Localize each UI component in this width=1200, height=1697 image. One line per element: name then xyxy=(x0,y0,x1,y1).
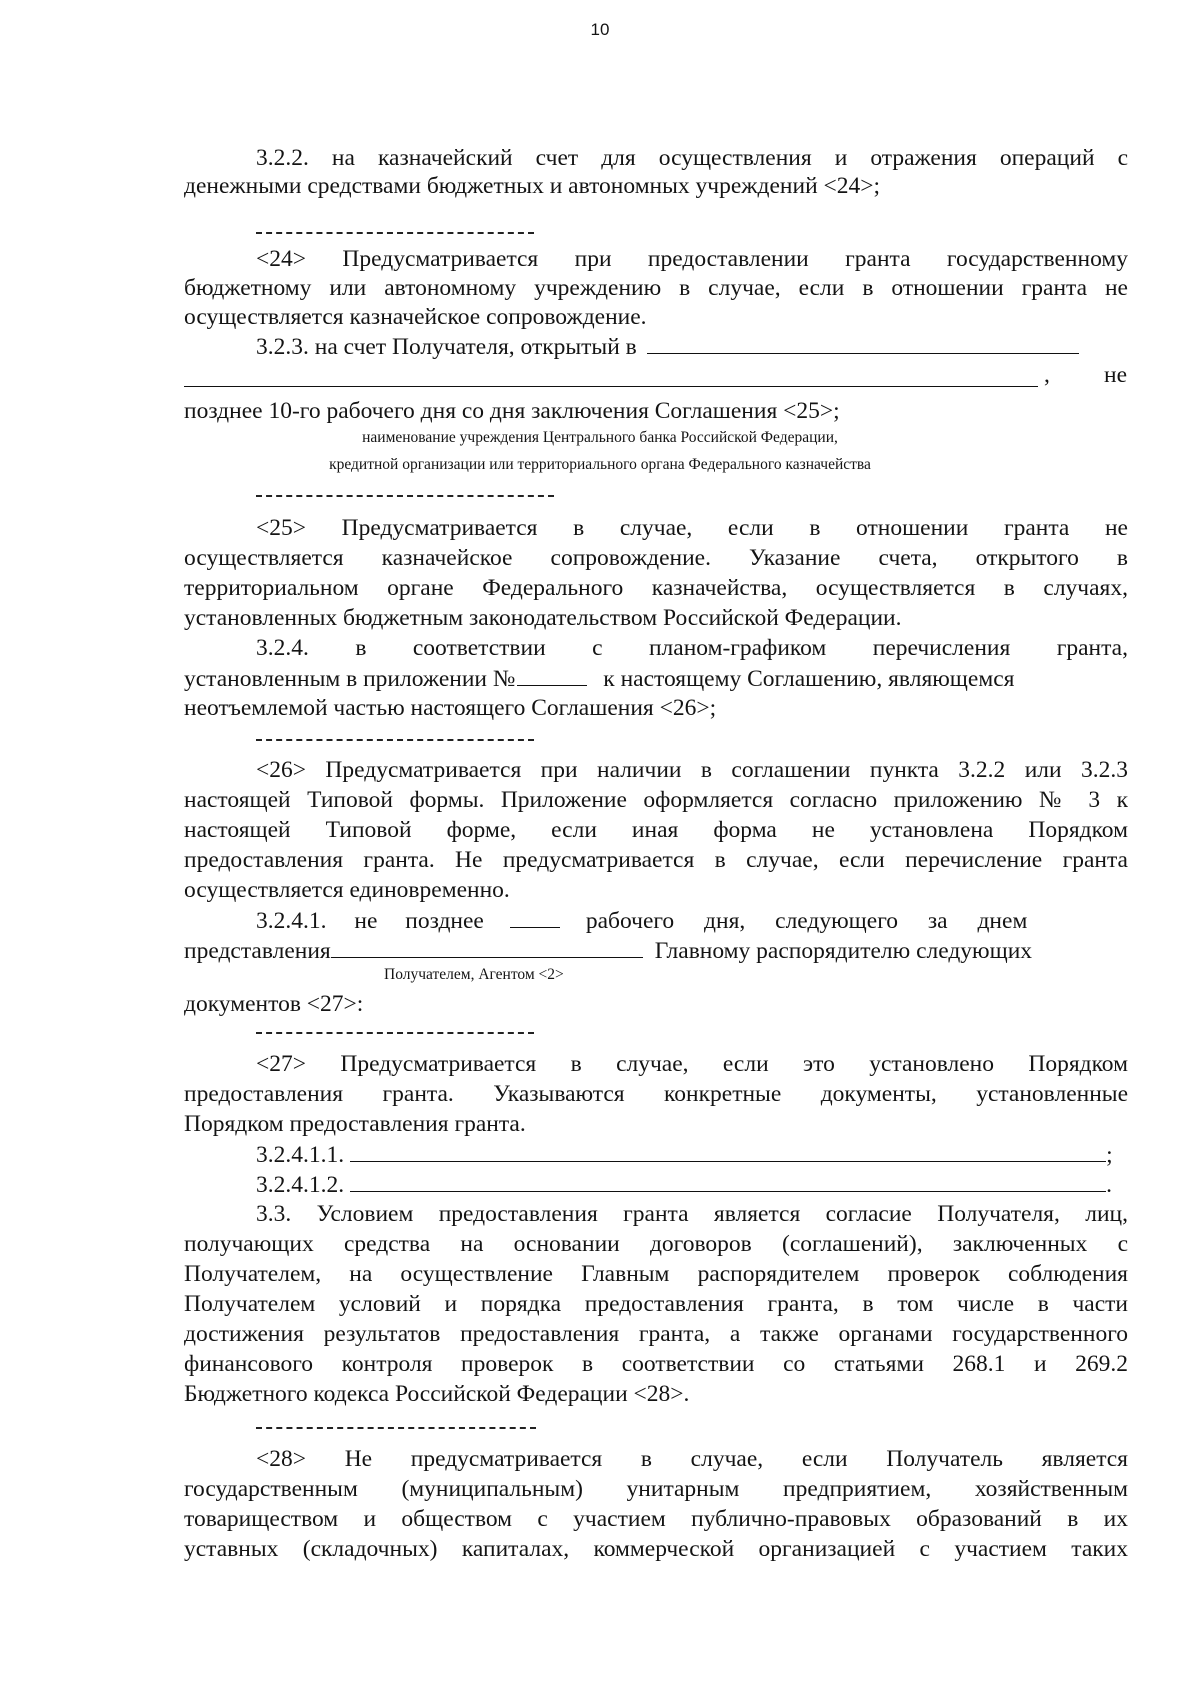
clause-3-2-4-1-line xyxy=(256,905,1128,935)
clause-3-3-line: Получателем, на осуществление Главным распорядителем проверок соблюдения xyxy=(184,1261,1128,1287)
footnote-25-line: установленных бюджетным законодательством Российской Федерации. xyxy=(184,605,902,631)
footnote-separator xyxy=(256,1032,534,1034)
text-line: денежными средствами бюджетных и автономных учреждений <24>; xyxy=(184,173,881,199)
text-fragment: . xyxy=(1106,1172,1112,1198)
fill-in-blank xyxy=(331,935,643,958)
field-caption: Получателем, Агентом <2> xyxy=(384,966,564,983)
footnote-26-line: настоящей Типовой формы. Приложение оформляется согласно приложению № 3 к xyxy=(184,787,1128,813)
fill-in-blank xyxy=(517,663,587,686)
comma: , xyxy=(1044,362,1050,388)
clause-3-2-3-line xyxy=(256,331,1128,361)
fill-in-blank xyxy=(510,905,560,928)
text-fragment: установленным в приложении № xyxy=(184,666,516,692)
clause-3-2-3-text: 3.2.3. на счет Получателя, открытый в xyxy=(256,334,637,360)
fill-in-blank xyxy=(184,386,1038,387)
text-line: неотъемлемой частью настоящего Соглашения <26>; xyxy=(184,695,717,721)
clause-3-3-line: Бюджетного кодекса Российской Федерации <28>. xyxy=(184,1381,690,1407)
text-fragment: к настоящему Соглашению, являющемся xyxy=(603,666,1015,692)
field-caption: кредитной организации или территориального органа Федерального казначейства xyxy=(329,456,871,473)
clause-3-3-line: получающих средства на основании договоров (соглашений), заключенных с xyxy=(184,1231,1128,1257)
clause-3-3-line: финансового контроля проверок в соответствии со статьями 268.1 и 269.2 xyxy=(184,1351,1128,1377)
footnote-26-line: осуществляется единовременно. xyxy=(184,877,510,903)
field-caption: наименование учреждения Центрального банка Российской Федерации, xyxy=(362,429,838,446)
footnote-27-line: предоставления гранта. Указываются конкретные документы, установленные xyxy=(184,1081,1128,1107)
text-line: 3.2.2. на казначейский счет для осуществления и отражения операций с xyxy=(256,145,1128,171)
text-fragment: 3.2.4.1. не позднее xyxy=(256,908,484,934)
footnote-24-line: осуществляется казначейское сопровождение. xyxy=(184,304,647,330)
clause-3-3-line: 3.3. Условием предоставления гранта является согласие Получателя, лиц, xyxy=(256,1201,1128,1227)
fill-in-blank xyxy=(350,1169,1106,1192)
clause-3-2-4-1-2-line xyxy=(256,1169,1128,1199)
clause-3-3-line: Получателем условий и порядка предоставления гранта, в том числе в части xyxy=(184,1291,1128,1317)
footnote-26-line: предоставления гранта. Не предусматривается в случае, если перечисление гранта xyxy=(184,847,1128,873)
footnote-separator xyxy=(256,1427,536,1429)
footnote-26-line: <26> Предусматривается при наличии в соглашении пункта 3.2.2 или 3.2.3 xyxy=(256,757,1128,783)
text-line: позднее 10-го рабочего дня со дня заключения Соглашения <25>; xyxy=(184,398,840,424)
footnote-24-line: <24> Предусматривается при предоставлении гранта государственному xyxy=(256,246,1128,272)
footnote-27-line: <27> Предусматривается в случае, если это установлено Порядком xyxy=(256,1051,1128,1077)
page-number: 10 xyxy=(590,20,610,39)
fill-in-blank xyxy=(647,331,1079,354)
footnote-25-line: осуществляется казначейское сопровождение. Указание счета, открытого в xyxy=(184,545,1128,571)
footnote-separator xyxy=(256,739,534,741)
text-line xyxy=(184,935,1128,965)
footnote-24-line: бюджетному или автономному учреждению в случае, если в отношении гранта не xyxy=(184,275,1128,301)
footnote-28-line: государственным (муниципальным) унитарным предприятием, хозяйственным xyxy=(184,1476,1128,1502)
footnote-26-line: настоящей Типовой форме, если иная форма не установлена Порядком xyxy=(184,817,1128,843)
text-line: документов <27>: xyxy=(184,991,364,1017)
clause-3-2-4-1-1-line xyxy=(256,1139,1128,1169)
clause-3-2-4-line: 3.2.4. в соответствии с планом-графиком перечисления гранта, xyxy=(256,635,1128,661)
clause-3-3-line: достижения результатов предоставления гранта, а также органами государственного xyxy=(184,1321,1128,1347)
text-fragment: 3.2.4.1.1. xyxy=(256,1142,345,1168)
footnote-25-line: территориальном органе Федерального казначейства, осуществляется в случаях, xyxy=(184,575,1128,601)
footnote-25-line: <25> Предусматривается в случае, если в отношении гранта не xyxy=(256,515,1128,541)
text-fragment: рабочего дня, следующего за днем xyxy=(585,908,1028,934)
fill-in-blank xyxy=(350,1139,1106,1162)
clause-3-2-4-line xyxy=(184,663,1128,693)
footnote-separator xyxy=(256,495,554,497)
footnote-separator xyxy=(256,232,534,234)
text-fragment: представления xyxy=(184,938,331,964)
text-fragment: Главному распорядителю следующих xyxy=(654,938,1033,964)
footnote-28-line: <28> Не предусматривается в случае, если Получатель является xyxy=(256,1446,1128,1472)
footnote-28-line: товариществом и обществом с участием публично-правовых образований в их xyxy=(184,1506,1128,1532)
text-fragment: 3.2.4.1.2. xyxy=(256,1172,345,1198)
footnote-28-line: уставных (складочных) капиталах, коммерческой организацией с участием таких xyxy=(184,1536,1128,1562)
text-fragment: ; xyxy=(1106,1142,1113,1168)
text-fragment: не xyxy=(1104,362,1128,388)
footnote-27-line: Порядком предоставления гранта. xyxy=(184,1111,526,1137)
